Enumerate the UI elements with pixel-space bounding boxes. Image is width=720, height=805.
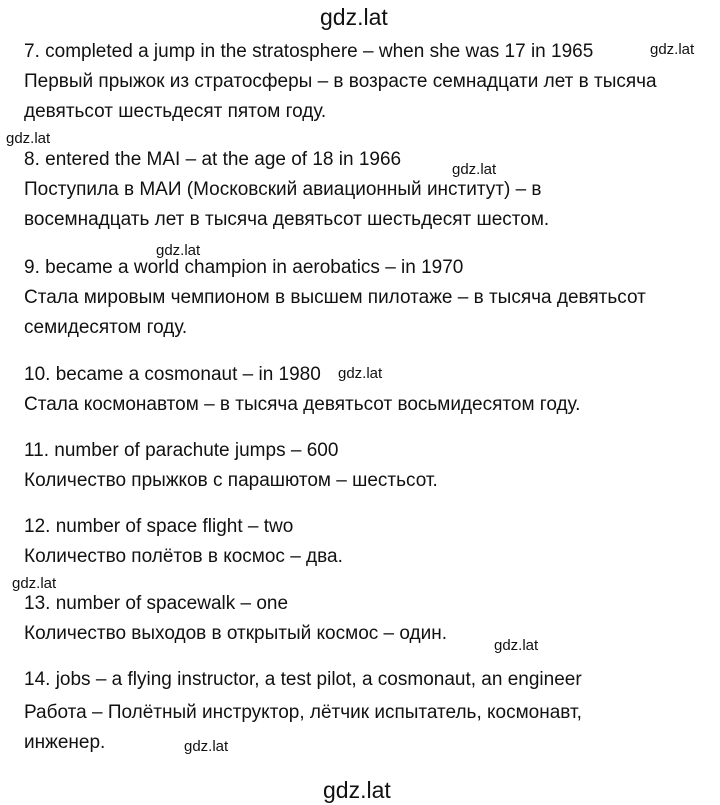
- item-10-english: 10. became a cosmonaut – in 1980: [24, 364, 321, 385]
- watermark-small: gdz.lat: [184, 738, 229, 755]
- item-8-russian-line-1: Поступила в МАИ (Московский авиационный институт) – в: [24, 179, 542, 200]
- watermark-small: gdz.lat: [6, 130, 51, 147]
- item-9-russian-line-1: Стала мировым чемпионом в высшем пилотаже – в тысяча девятьсот: [24, 287, 646, 308]
- watermark-small: gdz.lat: [12, 575, 57, 592]
- watermark-small: gdz.lat: [156, 242, 201, 259]
- item-14-english: 14. jobs – a flying instructor, a test pilot, a cosmonaut, an engineer: [24, 669, 582, 690]
- item-8-russian-line-2: восемнадцать лет в тысяча девятьсот шестьдесят шестом.: [24, 209, 550, 230]
- item-8-english: 8. entered the MAI – at the age of 18 in 1966: [24, 149, 402, 170]
- item-14-russian-line-2: инженер.: [24, 732, 106, 753]
- item-9-russian-line-2: семидесятом году.: [24, 317, 188, 338]
- item-9-english: 9. became a world champion in aerobatics – in 1970: [24, 257, 464, 278]
- watermark-bottom: gdz.lat: [323, 777, 391, 803]
- watermark-small: gdz.lat: [650, 41, 695, 58]
- watermark-small: gdz.lat: [494, 637, 539, 654]
- watermark-small: gdz.lat: [338, 365, 383, 382]
- watermark-small: gdz.lat: [452, 161, 497, 178]
- item-10-russian-line-1: Стала космонавтом – в тысяча девятьсот восьмидесятом году.: [24, 394, 581, 415]
- watermark-top: gdz.lat: [320, 4, 388, 30]
- item-7-russian-line-1: Первый прыжок из стратосферы – в возрасте семнадцати лет в тысяча: [24, 71, 657, 92]
- item-13-russian-line-1: Количество выходов в открытый космос – один.: [24, 623, 448, 644]
- item-12-russian-line-1: Количество полётов в космос – два.: [24, 546, 343, 567]
- item-11-english: 11. number of parachute jumps – 600: [24, 440, 339, 461]
- item-7-russian-line-2: девятьсот шестьдесят пятом году.: [24, 101, 327, 122]
- item-14-russian-line-1: Работа – Полётный инструктор, лётчик испытатель, космонавт,: [24, 702, 582, 723]
- item-12-english: 12. number of space flight – two: [24, 516, 294, 537]
- item-11-russian-line-1: Количество прыжков с парашютом – шестьсот.: [24, 470, 438, 491]
- item-13-english: 13. number of spacewalk – one: [24, 593, 289, 614]
- item-7-english: 7. completed a jump in the stratosphere – when she was 17 in 1965: [24, 41, 594, 62]
